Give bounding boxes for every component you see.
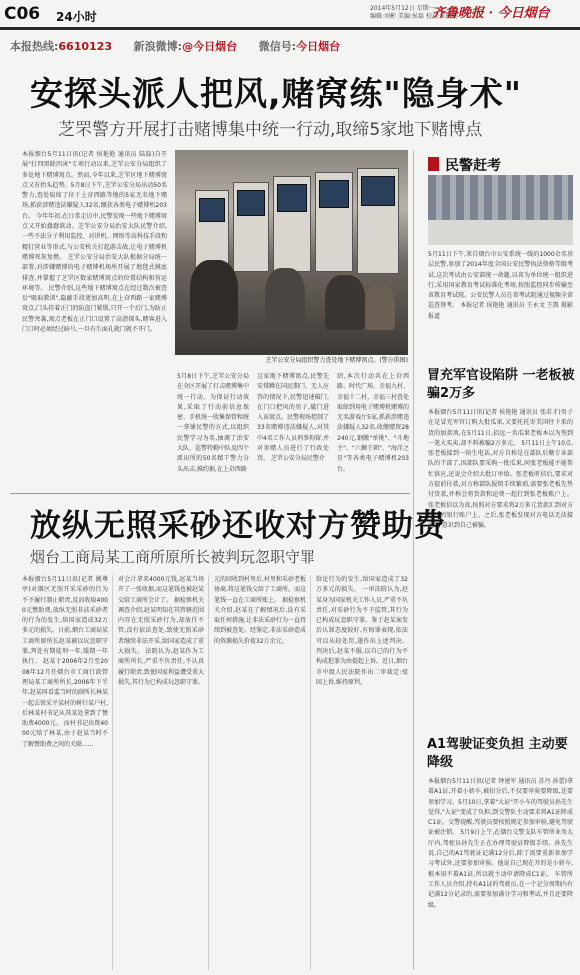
story2-column-2: 对会计拿来4000元钱,赵某当场开了一张收据,而这笔钱也被赵某交给工商所会计了。 据检察机关调查介绍,赵某明知在其管辖范围内存在无照采砂行为,却放任不管,没有依法查处,致使无照采砂者继续非法开采,给国家造成了重大损失。 法院认为,赵某作为工商所所长,严重不负责任,不认真履行职责,致使国家利益遭受重大损失,其行为已构成玩忽职守罪。 (118, 576, 204, 686)
section-name: 24小时 (56, 10, 97, 24)
story2-column-4: 给论行为的发生,给国家造成了32万多元的损失。 一审法院认为,赵某身为国家机关工作人员,严重不负责任,对采砂行为不予监管,其行为已构成玩忽职守罪。鉴于赵某案发后认罪态度较好,有悔罪表现,依法可以从轻处罚,遂作出上述判决。 判决后,赵某不服,以自己的行为不构成犯罪为由提起上诉。近日,烟台市中级人民法院作出二审裁定:驳回上诉,维持原判。 (316, 576, 408, 686)
story1-column-1: 本报烟台5月11日讯(记者 侯艳艳 通讯员 陆磊)自开展"打四黑除四害"专项行动以来,芝罘公安分局组织了多处地下赌博窝点。然而,今年以来,芝罘区地下赌博窝点又有抬头趋势。5月8日下午,芝罘公安分局出动50名警力,查处取缔了位于上夼西路等地的5家无名地下赌场,抓获涉赌违法嫌疑人32名,缴获各类电子赌博机203台。 今年年初,在日常走访中,民警发现一些地下赌博窝点又开始蠢蠢欲动。芝罘公安分局治安大队民警介绍,一些不法分子利用监控、对讲机、网络等高科技手段和精打营业等形式,与公安机关打起游击战,让电子赌博机赌博死灰复燃。 芝罘公安分局治安大队根据分局统一部署,对涉嫌赌博的电子赌博机场所开展了地毯式摸底排查,并掌握了芝罘区数家赌博窝点的位置结构和营运环境等。 民警介绍,这些地下赌博窝点在经过数次被查后"吸取教训",隐蔽手段更加高明,在上夼西路一家赌博窝点,门头挂着正门的防盗门紧锁,只开一个后门,为防止民警突袭,窝点老板在正门口设置了高清探头,赌客进入门口时必须经过暗号,一旦有生面孔就门就不开门。 (22, 151, 167, 334)
header-divider (0, 27, 580, 30)
story-b-body: 本报烟台5月11日讯(记者 钟建军 通讯员 苏丹 孙蕾)拿着A1证,开着小轿车,被扣分后,不仅要审验要降级,还要参加学习。5月10日,拿着"大证"开小车的驾驶员孙先生觉得,"大证"变成了负担,到交警队主动要求将A1证降成C1证。交警提醒,驾驶员要按照规定参加审验,避免驾驶证被注销。 5月9日上午,在烟台交警支队车管所业务大厅内,驾驶员孙先生正在办理驾驶证降级手续。孙先生说,自己的A1驾驶证记满12分后,除了需要重新参加学习考试外,还要参加审验。他说自己现在开的是小轿车,根本用不着A1证,所以就主动申请降成C1证。 车管所工作人员介绍,持有A1证的驾驶员,在一个记分周期内有记满12分记录的,需要参加满分学习和考试,并且还要降级。 (428, 778, 573, 909)
story1-column-2: 5月8日下午,芝罘公安分局在全区开展了打击赌博集中统一行动。为保证行动效果,采取了行动前信息保密、手机统一收集保管和统一拿铺民警的方式,以组织民警学习为名,抽调了治安大队、巡警特勤中队及四个派出所的50名精干警力分头出击,摸约据,在上夼西路 (177, 373, 249, 473)
page-number: C06 (4, 4, 41, 24)
edition-staff: 编辑:刘彬 美编:侯磊 校对:宋晓鹏 (370, 13, 458, 20)
column-rule (112, 575, 113, 970)
hotline-value: 6610123 (58, 40, 112, 53)
brief-marker (428, 157, 439, 171)
story-b-title: A1驾驶证变负担 主动要降级 (427, 737, 568, 770)
brief-title: 民警赶考 (445, 158, 501, 174)
story2-headline: 放纵无照采砂还收对方赞助费 (30, 508, 446, 544)
story-a-title: 冒充军官设陷阱 一老板被骗2万多 (427, 368, 575, 401)
column-rule (208, 575, 209, 970)
story2-column-1: 本报烟台5月11日讯(记者 姚尊亭)对烟区无照开采采砂的行为不予履行制止职责,反而收取4000元赞助费,放纵无照非法采砂者的行为的发生,给国家造成32万多元的损失。日前,烟台工商局某工商所原所长赵某被以玩忽职守罪,判处有期徒刑一年,缓期一年执行。 赵某于2006年2月至2008年12月任烟台市工商行政管理局某工商所所长,2006年下半年,赵某叫看监当时的副所长林某一起去铁采平某村的树行某户村,后林某村书记从其某处拿到了赞助费4000元。 而村书记出资4000元给了林某,由于赵某当时不了解赞助费之间的关联...... (22, 576, 108, 748)
weibo-value: @今日烟台 (182, 40, 238, 53)
story1-headline: 安探头派人把风,赌窝练"隐身术" (30, 74, 522, 113)
weibo-label: 新浪微博: (133, 40, 183, 53)
newspaper-logo: 齐鲁晚报 · 今日烟台 (432, 6, 550, 21)
story2-column-3: 元的回收到村里后,村里和采砂老板协商,将这笔钱交给了工商所。而这笔钱一直在工商所账上。 据检察机关介绍,赵某在了解情况后,没有采取任何措施,让非法采砂行为一直持续到被查处。经鉴定,非法采砂造成的资源损失价值32万余元。 (214, 576, 306, 645)
story1-column-4: 绍,本次行动共在上夼西路、时代广场、幸福九村、幸福十二村、幸福三村查处取缔到用电子赌博机赌博的无名游戏厅5家,抓获涉赌违法嫌疑人32名,收缴赌资28240元,钢缴"单挑"、"斗地主"、"六狮王朝"、"海洋之星"等各类电子赌博机203台。 (337, 373, 409, 473)
story1-subheadline: 芝罘警方开展打击赌博集中统一行动,取缔5家地下赌博点 (58, 120, 483, 140)
story-a-body: 本报烟台5月11日讯(记者 侯艳艳 通讯员 张若才)男子在是冒充军官订购大批瓜果,又要托托寄美国往下来的货的加款项,在5月11日,招远一名瓜果老板本以为签到一笔大买卖,却不料被骗2万多元。 5月11日上午10点,张老板接到一陌生电话,对方自称是在部队后勤专业部队的干部了,因部队要采购一批瓜果,问张老板能不能帮忙供应,还说会介绍大批订单给。张老板听信后,要求对方提前付款,对方称部队报销手续繁琐,需要张老板先垫付货款,并称会将货款和运费一起打到张老板账户上。 张老板信以为真,按照对方要求将2万多元货款汇到对方指定的银行账户上。之后,张老板发现对方电话无法接通,才意识到自己被骗。 (428, 409, 573, 530)
story2-subheadline: 烟台工商局某工商所原所长被判玩忽职守罪 (30, 548, 316, 566)
hotline-label: 本报热线: (10, 40, 59, 53)
story1-column-3: 这家地下赌博窝点,民警先安排蹲在国民期门、无人应答的情况下,民警迅速破门,在门口把风的男子,破门进入该窝点。民警现场控制了33名赌博违法嫌疑人,对其中4名工作人员刑事拘留,并对参赌人员进行了行政处罚。 芝罘公安分局民警介 (257, 373, 329, 463)
contact-bar (10, 38, 340, 54)
story1-photo (175, 150, 408, 355)
brief-photo (428, 175, 573, 245)
edition-date: 2014年5月12日 星期一 (370, 5, 435, 12)
wechat-label: 微信号: (258, 40, 297, 53)
story2-divider (10, 493, 410, 494)
column-rule (310, 575, 311, 970)
wechat-value: 今日烟台 (296, 40, 341, 53)
photo-caption: 芝罘公安分局组织警力查处地下赌博窝点。(警方供图) (265, 357, 408, 364)
sidebar-divider (413, 150, 414, 970)
brief-body: 5月11日下午,来自烟台市公安系统一线的1000余名基层民警,参加了2014年度全国公安民警执法资格等级考试,这次考试由公安部统一命题,以省为单位统一组织进行,采用国家教育考试标准化考场,按照监控同步传输至省教育考试院。公安民警人员在省考试院通过视频全省巡查督考。 本报记者 侯艳艳 通讯员 王永文 王凯 摄影报道 (428, 251, 573, 320)
